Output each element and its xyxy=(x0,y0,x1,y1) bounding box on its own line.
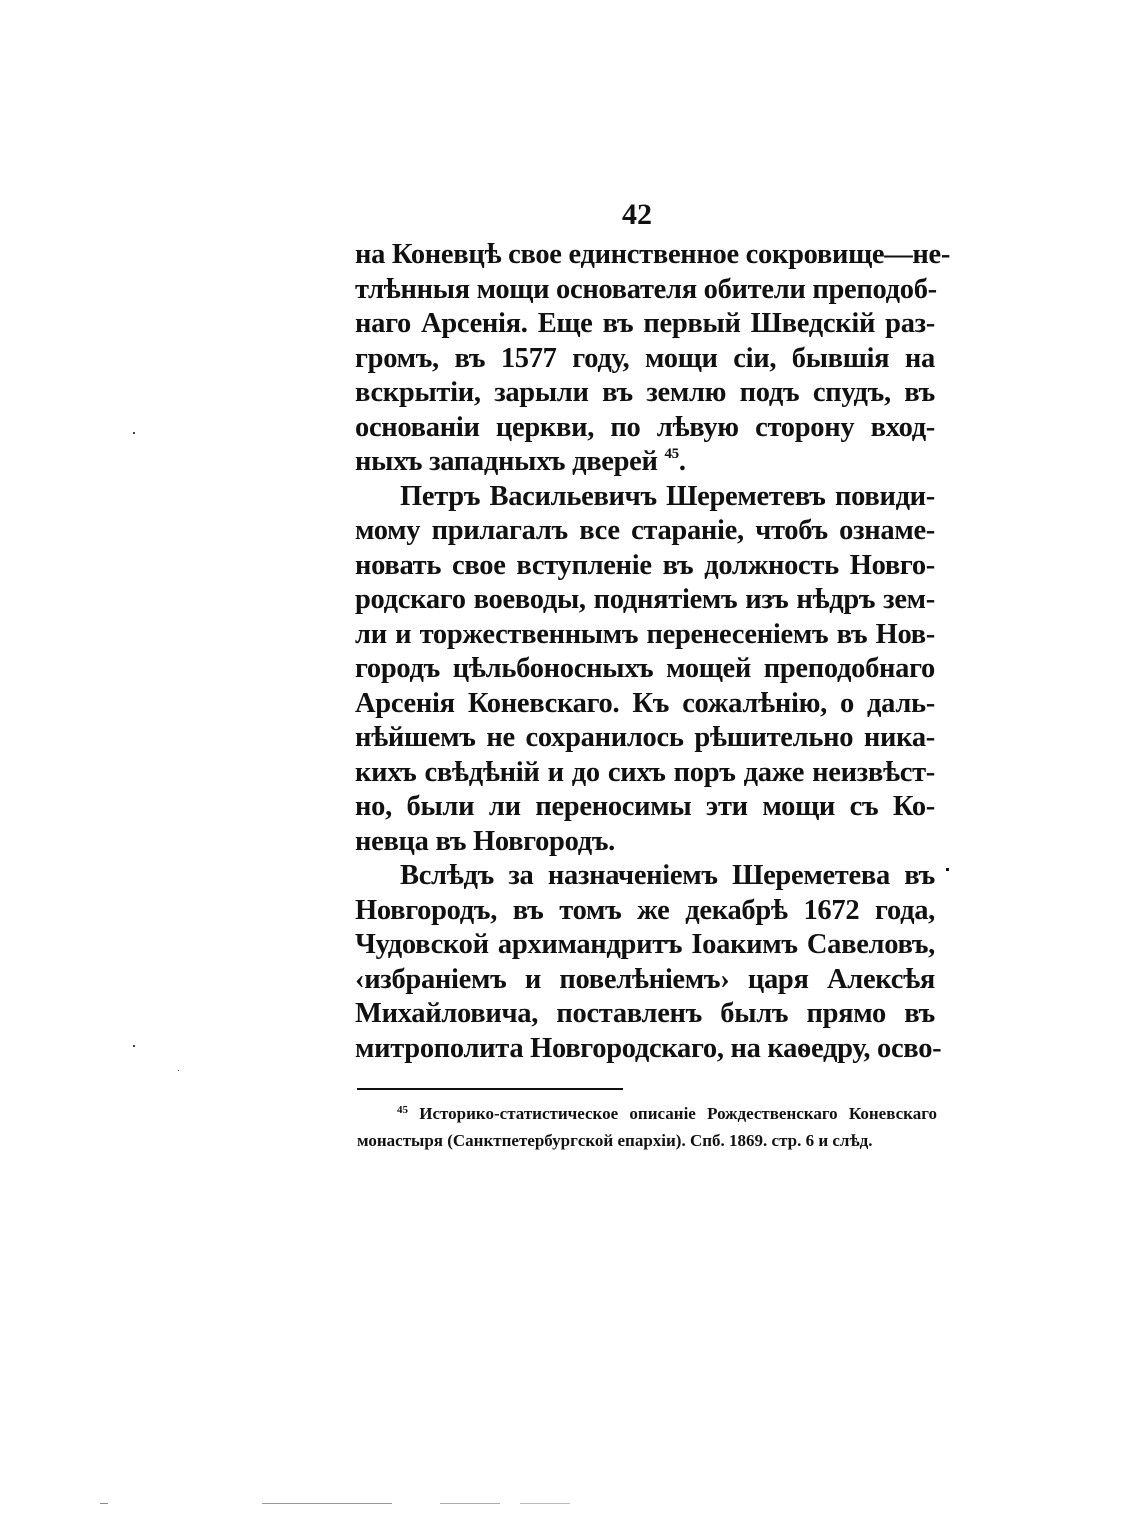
scan-speck xyxy=(520,1503,570,1504)
footnote-reference[interactable]: 45 xyxy=(664,446,679,462)
text-line: ли и торжественнымъ перенесеніемъ въ Нов- xyxy=(355,618,935,650)
text-line: Новгородъ, въ томъ же декабрѣ 1672 года, xyxy=(355,894,935,926)
text-line: ‹избраніемъ и повелѣніемъ› царя Алексѣя xyxy=(355,963,935,995)
text-fragment: ныхъ западныхъ дверей xyxy=(355,446,658,477)
main-text xyxy=(355,238,951,1066)
text-line: но, были ли переносимы эти мощи съ Ко- xyxy=(355,791,935,822)
footnote-text: Историко-статистическое описаніе Рождественскаго Коневскаго xyxy=(419,1104,937,1123)
text-line: родскаго воеводы, поднятіемъ изъ нѣдръ зем- xyxy=(355,584,935,615)
text-line: невца въ Новгородъ. xyxy=(355,825,615,857)
scan-speck xyxy=(133,432,135,434)
text-line: вскрытіи, зарыли въ землю подъ спудъ, въ xyxy=(355,377,935,408)
text-line: Вслѣдъ за назначеніемъ Шереметева въ xyxy=(400,860,935,891)
scan-speck xyxy=(100,1503,108,1504)
text-line: кихъ свѣдѣній и до сихъ поръ даже неизвѣст- xyxy=(355,756,935,788)
text-line: наго Арсенія. Еще въ первый Шведскій раз- xyxy=(355,308,935,339)
text-line: Петръ Васильевичъ Шереметевъ повиди- xyxy=(400,480,935,512)
text-line: громъ, въ 1577 году, мощи сіи, бывшія на xyxy=(355,342,935,374)
scan-speck xyxy=(440,1503,500,1504)
scan-speck xyxy=(178,1070,179,1071)
text-line: новать свое вступленіе въ должность Новго- xyxy=(355,549,935,581)
footnotes xyxy=(357,1100,937,1154)
page-number: 42 xyxy=(622,198,652,231)
text-line: основаніи церкви, по лѣвую сторону вход- xyxy=(355,411,935,443)
footnote-separator xyxy=(357,1088,623,1090)
footnote-line: монастыря (Санктпетербургской епархіи). Спб. 1869. стр. 6 и слѣд. xyxy=(357,1131,873,1150)
text-line: тлѣнныя мощи основателя обители преподоб- xyxy=(355,273,937,305)
text-line-with-footnote-ref xyxy=(355,445,935,480)
scan-speck xyxy=(133,1045,135,1047)
text-line: городъ цѣльбоносныхъ мощей преподобнаго xyxy=(355,653,935,684)
text-line: Михайловича, поставленъ былъ прямо въ xyxy=(355,998,935,1029)
text-line: Чудовской архимандритъ Іоакимъ Савеловъ, xyxy=(355,929,935,960)
punctuation: . xyxy=(678,446,686,477)
footnote-line xyxy=(357,1100,937,1127)
text-line: нѣйшемъ не сохранилось рѣшительно ника- xyxy=(355,722,935,753)
text-line: митрополита Новгородскаго, на каѳедру, осво- xyxy=(355,1032,942,1064)
text-line: на Коневцѣ свое единственное сокровище—не- xyxy=(355,239,951,270)
scan-speck xyxy=(262,1503,392,1504)
text-line: Арсенія Коневскаго. Къ сожалѣнію, о даль- xyxy=(355,687,935,719)
text-line: мому прилагалъ все стараніе, чтобъ ознаме- xyxy=(355,515,935,546)
footnote-mark: 45 xyxy=(397,1104,408,1116)
scan-speck xyxy=(946,868,949,871)
